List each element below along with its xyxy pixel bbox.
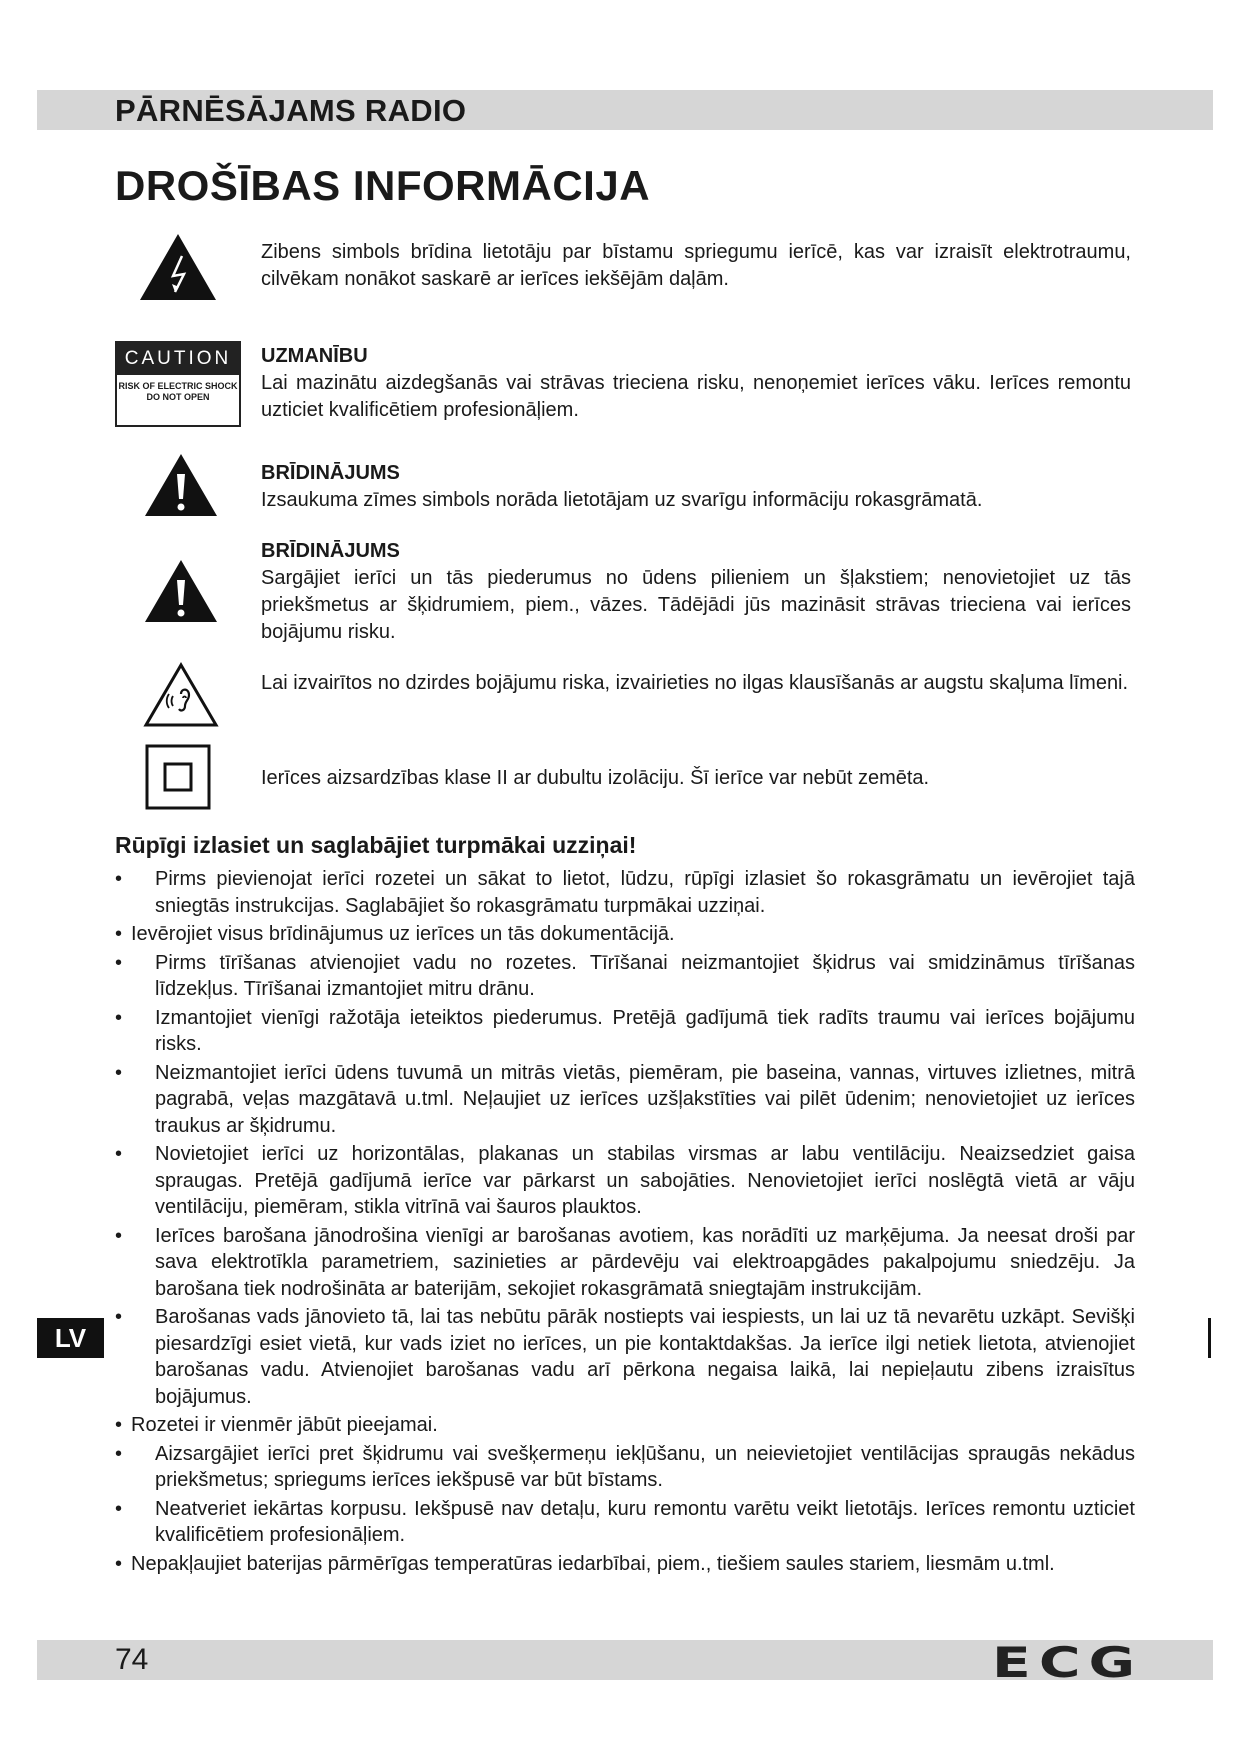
list-item: • Rozetei ir vienmēr jābūt pieejamai. bbox=[115, 1412, 1135, 1439]
language-tab: LV bbox=[37, 1318, 104, 1358]
list-item: • Pirms pievienojat ierīci rozetei un sākat to lietot, lūdzu, rūpīgi izlasiet šo rokasgrāmatu un ievērojiet tajā sniegtās instrukcijas. Saglabājiet šo rokasgrāmatu turpmākai uzziņai. bbox=[115, 866, 1135, 919]
lightning-warning-icon bbox=[138, 232, 218, 302]
symbol-4-heading: BRĪDINĀJUMS bbox=[261, 540, 400, 562]
brand-logo: ECG bbox=[992, 1638, 1144, 1687]
care-heading: Rūpīgi izlasiet un saglabājiet turpmākai uzziņai! bbox=[115, 832, 637, 858]
symbol-3-text: Izsaukuma zīmes simbols norāda lietotājam uz svarīgu informāciju rokasgrāmatā. bbox=[261, 489, 983, 511]
symbol-4-block bbox=[261, 538, 1131, 646]
list-item: • Barošanas vads jānovieto tā, lai tas nebūtu pārāk nostiepts vai iespiests, un lai uz tā nevarētu uzkāpt. Sevišķi piesardzīgi esiet vietā, kur vads iziet no ierīces, un pie kontaktdakšas. Ja ierīce ilgi netiek lietota, atvienojiet barošanas vadu. Atvienojiet barošanas vadu arī pērkona negaisa laikā, lai nepieļautu zibens izraisītus bojājumus. bbox=[115, 1304, 1135, 1410]
exclamation-warning-icon bbox=[143, 452, 219, 518]
list-item: • Neizmantojiet ierīci ūdens tuvumā un mitrās vietās, piemēram, pie baseina, vannas, virtuves izlietnes, mitrā pagrabā, veļas mazgātavā u.tml. Neļaujiet uz ierīces uzšļakstīties vai pilēt ūdenim; nenovietojiet uz ierīces traukus ar šķidrumu. bbox=[115, 1060, 1135, 1140]
footer-bar bbox=[37, 1638, 1213, 1687]
margin-marker bbox=[1208, 1318, 1211, 1358]
list-item: • Aizsargājiet ierīci pret šķidrumu vai svešķermeņu iekļūšanu, un neievietojiet ventilācijas spraugās nekādus priekšmetus; spriegums ierīces iekšpusē var būt bīstams. bbox=[115, 1441, 1135, 1494]
list-item: • Pirms tīrīšanas atvienojiet vadu no rozetes. Tīrīšanai neizmantojiet šķidrus vai smidzināmus tīrīšanas līdzekļus. Tīrīšanai izmantojiet mitru drānu. bbox=[115, 950, 1135, 1003]
symbol-6-text: Ierīces aizsardzības klase II ar dubultu izolāciju. Šī ierīce var nebūt zemēta. bbox=[261, 767, 930, 789]
list-item: • Ierīces barošana jānodrošina vienīgi ar barošanas avotiem, kas norādīti uz marķējuma. Ja neesat droši par sava elektrotīkla parametriem, sazinieties ar pārdevēju vai elektroapgādes pakalpojumu sniedzēju. Ja barošana tiek nodrošināta ar baterijām, sekojiet rokasgrāmatā sniegtajām instrukcijām. bbox=[115, 1223, 1135, 1303]
double-insulation-icon bbox=[145, 744, 211, 810]
hearing-warning-icon bbox=[143, 662, 219, 728]
symbol-5-text: Lai izvairītos no dzirdes bojājumu riska, izvairieties no ilgas klausīšanās ar augstu skaļuma līmeni. bbox=[261, 672, 1129, 694]
symbol-1-text: Zibens simbols brīdina lietotāju par bīstamu spriegumu ierīcē, kas var izraisīt elektrotraumu, cilvēkam nonākot saskarē ar ierīces iekšējām daļām. bbox=[261, 241, 1131, 290]
caution-label-line1: RISK OF ELECTRIC SHOCK bbox=[118, 381, 238, 391]
list-item: • Novietojiet ierīci uz horizontālas, plakanas un stabilas virsmas ar labu ventilāciju. Neaizsedziet gaisa spraugas. Pretējā gadījumā ierīce var pārkarst un sabojāties. Nenovietojiet ierīci noslēgtā vietā ar vāju ventilāciju, piemēram, stikla vitrīnā vai šauros plauktos. bbox=[115, 1141, 1135, 1221]
symbol-2-heading: UZMANĪBU bbox=[261, 345, 368, 367]
symbol-3-block bbox=[261, 460, 1131, 514]
exclamation-warning-icon bbox=[143, 558, 219, 624]
caution-label-icon bbox=[115, 341, 241, 427]
caution-label-line2: DO NOT OPEN bbox=[146, 392, 210, 402]
list-item: • Nepakļaujiet baterijas pārmērīgas temperatūras iedarbībai, piem., tiešiem saules stariem, liesmām u.tml. bbox=[115, 1551, 1135, 1578]
list-item: • Izmantojiet vienīgi ražotāja ieteiktos piederumus. Pretējā gadījumā tiek radīts traumu vai ierīces bojājumu risks. bbox=[115, 1005, 1135, 1058]
caution-label-title: CAUTION bbox=[117, 343, 239, 375]
symbol-4-text: Sargājiet ierīci un tās piederumus no ūdens pilieniem un šļakstiem; nenovietojiet uz tās priekšmetus ar šķidrumiem, piem., vāzes. Tādējādi jūs mazināsit strāvas trieciena vai ierīces bojājumu risku. bbox=[261, 567, 1131, 643]
symbol-2-block bbox=[261, 343, 1131, 424]
safety-list bbox=[115, 866, 1135, 1579]
product-name: PĀRNĒSĀJAMS RADIO bbox=[115, 93, 467, 128]
list-item: • Neatveriet iekārtas korpusu. Iekšpusē nav detaļu, kuru remontu varētu veikt lietotājs. Ierīces remontu uzticiet kvalificētiem profesionāļiem. bbox=[115, 1496, 1135, 1549]
list-item: • Ievērojiet visus brīdinājumus uz ierīces un tās dokumentācijā. bbox=[115, 921, 1135, 948]
symbol-2-text: Lai mazinātu aizdegšanās vai strāvas trieciena risku, nenoņemiet ierīces vāku. Ierīces remontu uzticiet kvalificētiem profesionāļiem. bbox=[261, 372, 1131, 421]
symbol-3-heading: BRĪDINĀJUMS bbox=[261, 462, 400, 484]
page-title: DROŠĪBAS INFORMĀCIJA bbox=[115, 162, 651, 209]
header-bar bbox=[37, 90, 1213, 130]
page-number: 74 bbox=[115, 1643, 149, 1676]
